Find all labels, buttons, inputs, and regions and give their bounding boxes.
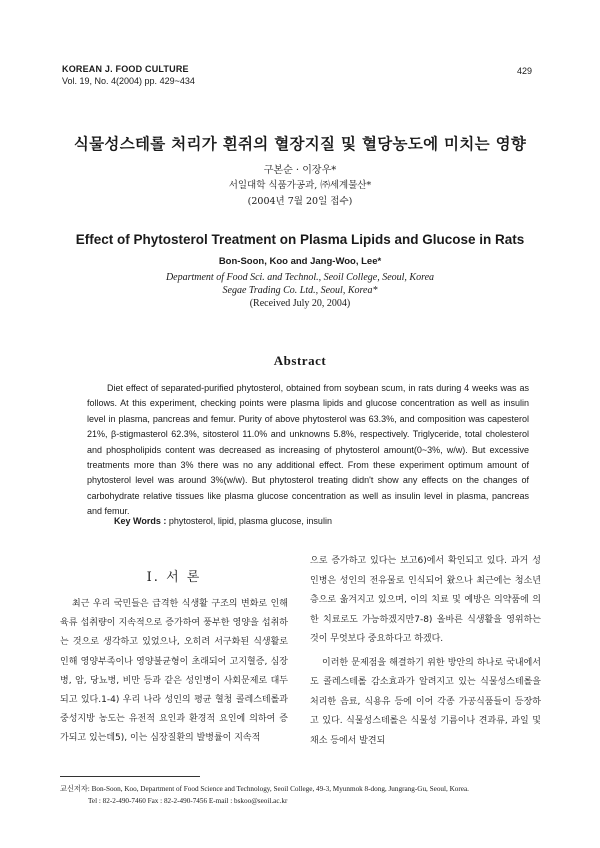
section-heading-introduction: I. 서 론 [146, 570, 202, 585]
intro-right-column [310, 552, 541, 751]
abstract-heading: Abstract [273, 353, 327, 368]
keywords [114, 516, 332, 526]
intro-left-column: 최근 우리 국민들은 급격한 식생활 구조의 변화로 인해 육류 섭취량이 지속적으로 증가하여 풍부한 영양을 섭취하는 것으로 생각하고 있었으나, 오히려 서구화된 식생활로 인해 영양부족이나 영양불균형이 초래되어 고지혈증, 심장병, 암, 당뇨병, 비만 등과 같은 성인병이 사회문제로 대두되고 있다.1-4) 우리 나라 성인의 평균 혈청 콜레스테롤과 중성지방 농도는 유전적 요인과 환경적 요인에 의하여 증가되고 있는데5), 이는 심장질환의 발병률이 지속적 [60, 599, 288, 744]
korean-title: 식물성스테롤 처리가 흰쥐의 혈장지질 및 혈당농도에 미치는 영향 [73, 135, 527, 153]
journal-issue: Vol. 19, No. 4(2004) pp. 429~434 [62, 76, 195, 86]
korean-affiliation: 서일대학 식품가공과, ㈜세계물산* [228, 180, 372, 191]
page-number: 429 [516, 66, 532, 76]
abstract-body: Diet effect of separated-purified phytosterol, obtained from soybean scum, in rats during 4 weeks was as follows. At this experiment, checking points were plasma lipids and glucose concentration as well as insulin level in plasma, pancreas and femur. Purity of above phytosterol was 63.3%, and composition was capesterol 21%, β-stigmasterol 62.3%, sitosterol 11.0% and unknowns 5.8%, respectively. Triglyceride, total cholesterol and phospholipids content was decreased as increasing of phytosterol amount(0~3%, w/w). But excessive treatments more than 3% there was no any additional effect. From these experiment optimum amount of phytosterol level was around 3%(w/w). But phytosterol treating didn't show any effects on the changes of carbohydrate relative tissues like plasma glucose concentration as well as insulin level in plasma, pancreas and femur. [87, 383, 529, 517]
keywords-label: Key Words : [114, 516, 167, 526]
english-affiliations [0, 271, 600, 297]
korean-authors: 구본순 · 이장우* [263, 165, 337, 176]
intro-right-paragraph-1: 으로 증가하고 있다는 보고6)에서 확인되고 있다. 과거 성인병은 성인의 전유물로 인식되어 왔으나 최근에는 청소년층으로 옮겨지고 있으며, 이의 치료 및 예방은 의약품에 의한 치료로도 가능하겠지만7-8) 올바른 식생활을 영위하는 것이 무엇보다 중요하다고 하겠다. [310, 556, 541, 644]
journal-name: KOREAN J. FOOD CULTURE [62, 64, 189, 74]
english-authors: Bon-Soon, Koo and Jang-Woo, Lee* [218, 256, 382, 267]
intro-right-paragraph-2: 이러한 문제점을 해결하기 위한 방안의 하나로 국내에서도 콜레스테롤 감소효과가 알려지고 있는 식물성스테롤을 처리한 음료, 식용유 등에 이어 각종 가공식품들이 등장하고 있다. 식물성스테롤은 식물성 기름이나 견과류, 과일 및 채소 등에서 발견되 [310, 657, 541, 746]
footnote-divider [60, 776, 200, 777]
english-title: Effect of Phytosterol Treatment on Plasma Lipids and Glucose in Rats [75, 232, 525, 247]
affiliation-line-1: Department of Food Sci. and Technol., Seoil College, Seoul, Korea [165, 272, 435, 283]
corresponding-author-footnote [60, 783, 540, 807]
journal-header [62, 63, 195, 87]
footnote-line-1: 교신저자: Bon-Soon, Koo, Department of Food Science and Technology, Seoil College, 49-3, Myunmok 8-dong, Jungrang-Gu, Seoul, Korea. [60, 785, 469, 793]
affiliation-line-2: Segae Trading Co. Ltd., Seoul, Korea* [222, 285, 378, 296]
footnote-line-2: Tel : 82-2-490-7460 Fax : 82-2-490-7456 E-mail : bskoo@seoil.ac.kr [88, 797, 288, 805]
korean-received-date: (2004년 7월 20일 접수) [247, 196, 353, 207]
keywords-list: phytosterol, lipid, plasma glucose, insulin [168, 516, 332, 526]
english-received-date: (Received July 20, 2004) [249, 298, 351, 309]
